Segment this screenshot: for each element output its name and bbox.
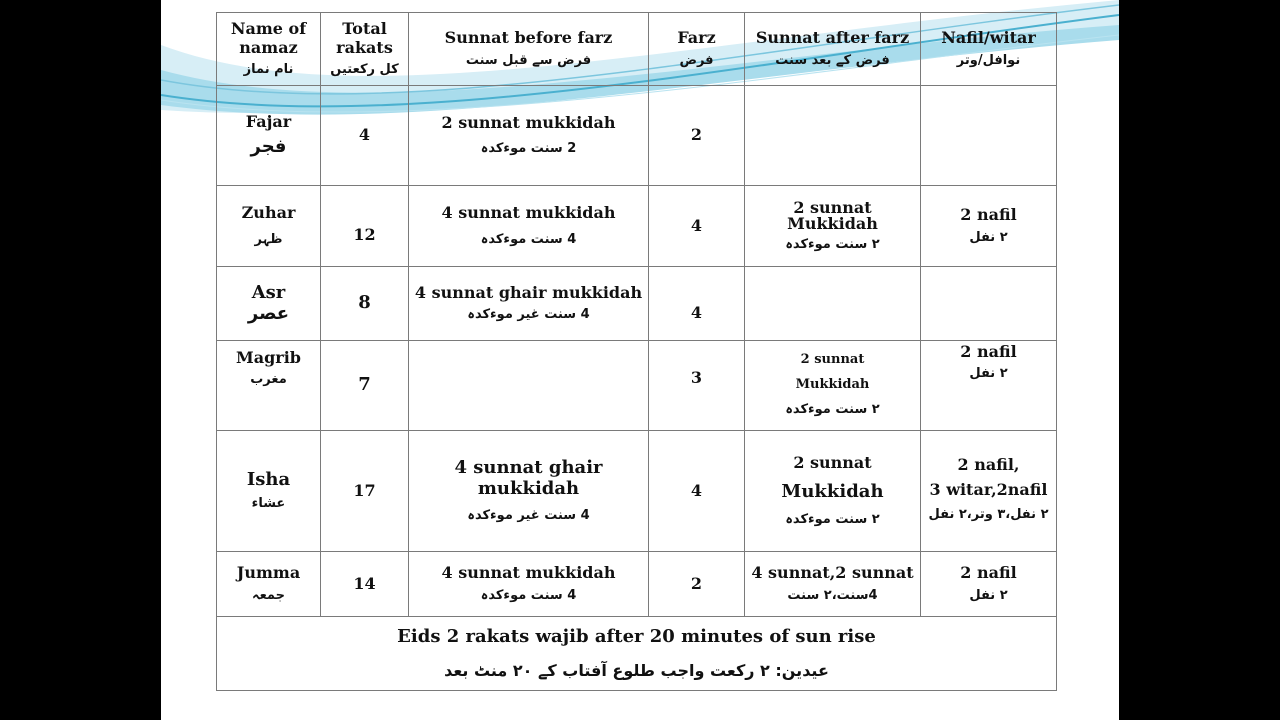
after-cell: 2 sunnat Mukkidah ۲ سنت موءکدہ — [745, 341, 921, 431]
after-cell: 4 sunnat,2 sunnat 4سنت،۲ سنت — [745, 552, 921, 617]
before-cell: 4 sunnat mukkidah 4 سنت موءکدہ — [409, 552, 649, 617]
name-cell: Fajar فجر — [217, 86, 321, 186]
farz-cell: 4 — [649, 431, 745, 552]
name-cell: Isha عشاء — [217, 431, 321, 552]
nafil-cell: 2 nafil ۲ نفل — [921, 186, 1057, 267]
total-cell: 8 — [321, 267, 409, 341]
total-cell: 17 — [321, 431, 409, 552]
header-farz: Farz فرض — [649, 13, 745, 86]
total-cell: 4 — [321, 86, 409, 186]
table-row — [217, 267, 1057, 341]
slide — [161, 0, 1119, 720]
before-cell: 2 sunnat mukkidah 2 سنت موءکدہ — [409, 86, 649, 186]
table-row — [217, 341, 1057, 431]
farz-cell: 2 — [649, 86, 745, 186]
after-cell: 2 sunnat Mukkidah ۲ سنت موءکدہ — [745, 431, 921, 552]
header-sunnat-after: Sunnat after farz فرض کے بعد سنت — [745, 13, 921, 86]
after-cell — [745, 267, 921, 341]
nafil-cell — [921, 86, 1057, 186]
after-cell — [745, 86, 921, 186]
name-cell: Zuhar ظہر — [217, 186, 321, 267]
farz-cell: 3 — [649, 341, 745, 431]
name-cell: Jumma جمعہ — [217, 552, 321, 617]
before-cell: 4 sunnat ghair mukkidah 4 سنت غیر موءکدہ — [409, 431, 649, 552]
nafil-cell — [921, 267, 1057, 341]
namaz-table — [216, 12, 1057, 691]
before-cell — [409, 341, 649, 431]
header-name: Name of namaz نام نماز — [217, 13, 321, 86]
header-total: Total rakats کل رکعتیں — [321, 13, 409, 86]
total-cell: 7 — [321, 341, 409, 431]
farz-cell: 2 — [649, 552, 745, 617]
table-row — [217, 86, 1057, 186]
nafil-cell: 2 nafil, 3 witar,2nafil ۲ نفل،۳ وتر،۲ نفل — [921, 431, 1057, 552]
table-row — [217, 552, 1057, 617]
eid-note-ur: عیدین: ۲ رکعت واجب طلوع آفتاب کے ۲۰ منٹ بعد — [444, 660, 829, 680]
header-sunnat-before: Sunnat before farz فرض سے قبل سنت — [409, 13, 649, 86]
eid-note-cell — [217, 617, 1057, 691]
table-row — [217, 431, 1057, 552]
nafil-cell: 2 nafil ۲ نفل — [921, 341, 1057, 431]
farz-cell: 4 — [649, 186, 745, 267]
name-cell: Asr عصر — [217, 267, 321, 341]
footer-row — [217, 617, 1057, 691]
before-cell: 4 sunnat mukkidah 4 سنت موءکدہ — [409, 186, 649, 267]
table-row — [217, 186, 1057, 267]
total-cell: 14 — [321, 552, 409, 617]
total-cell: 12 — [321, 186, 409, 267]
eid-note-en: Eids 2 rakats wajib after 20 minutes of sun rise — [397, 625, 876, 647]
nafil-cell: 2 nafil ۲ نفل — [921, 552, 1057, 617]
header-row — [217, 13, 1057, 86]
after-cell: 2 sunnat Mukkidah ۲ سنت موءکدہ — [745, 186, 921, 267]
farz-cell: 4 — [649, 267, 745, 341]
header-nafil: Nafil/witar نوافل/وتر — [921, 13, 1057, 86]
before-cell: 4 sunnat ghair mukkidah 4 سنت غیر موءکدہ — [409, 267, 649, 341]
name-cell: Magrib مغرب — [217, 341, 321, 431]
